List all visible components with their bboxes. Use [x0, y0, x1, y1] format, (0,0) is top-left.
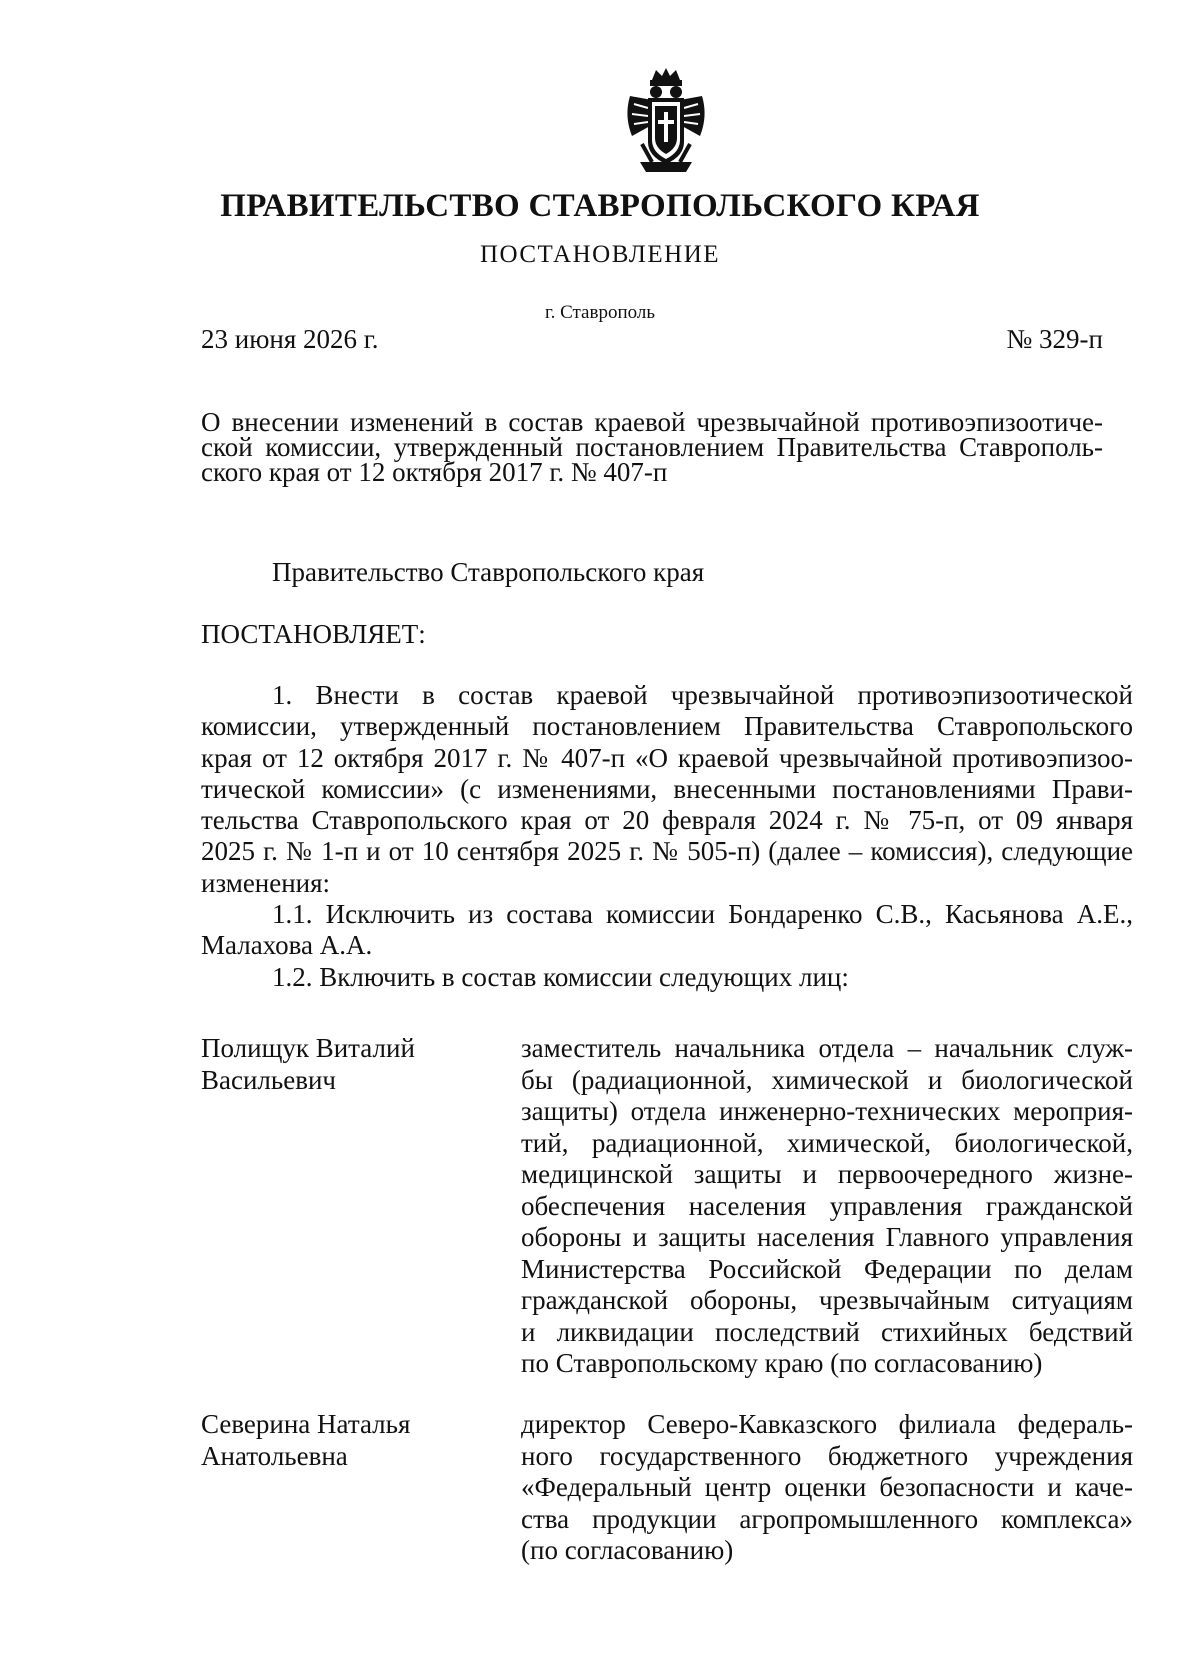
body-line: Малахова А.А. — [201, 930, 373, 961]
document-number: № 329-п — [1006, 324, 1103, 354]
body-line: изменения: — [201, 867, 331, 898]
member-name-line: Васильевич — [201, 1064, 336, 1095]
member-position-line: (по согласованию) — [521, 1535, 734, 1565]
subject-line: О внесении изменений в состав краевой чрезвычайной противоэпизоотиче- — [201, 407, 1103, 437]
member-position-line: гражданской обороны, чрезвычайным ситуациям — [521, 1285, 1133, 1315]
member-position-line: обеспечения населения управления гражданской — [521, 1190, 1133, 1221]
body-line: 2025 г. № 1-п и от 10 сентября 2025 г. № 505-п) (далее – комиссия), следующие — [201, 836, 1133, 867]
document-subject — [201, 407, 1103, 487]
preamble-resolves: ПОСТАНОВЛЯЕТ: — [201, 619, 426, 649]
member-position-line: бы (радиационной, химической и биологической — [521, 1064, 1133, 1095]
coat-of-arms-emblem — [622, 66, 710, 176]
member-position-line: и ликвидации последствий стихийных бедствий — [521, 1316, 1133, 1347]
member-position-line: ного государственного бюджетного учреждения — [521, 1440, 1133, 1471]
member-position-line: директор Северо-Кавказского филиала федераль- — [521, 1409, 1133, 1439]
government-title: ПРАВИТЕЛЬСТВО СТАВРОПОЛЬСКОГО КРАЯ — [220, 188, 980, 224]
member-name — [201, 1409, 501, 1472]
member-position — [521, 1409, 1133, 1567]
body-line: 1. Внести в состав краевой чрезвычайной противоэпизоотической — [272, 680, 1133, 710]
document-date: 23 июня 2026 г. — [201, 324, 379, 354]
member-name-line: Полищук Виталий — [201, 1033, 415, 1063]
member-position-line: обороны и защиты населения Главного управления — [521, 1222, 1133, 1252]
body-line: 1.1. Исключить из состава комиссии Бондаренко С.В., Касьянова А.Е., — [272, 899, 1133, 930]
member-position-line: заместитель начальника отдела – начальник служ- — [521, 1033, 1133, 1063]
document-type: ПОСТАНОВЛЕНИЕ — [479, 241, 721, 268]
resolution-body — [201, 680, 1133, 993]
member-position-line: «Федеральный центр оценки безопасности и каче- — [521, 1472, 1133, 1502]
member-position-line: защиты) отдела инженерно-технических мероприя- — [521, 1096, 1133, 1126]
member-name — [201, 1033, 501, 1096]
body-line: тической комиссии» (с изменениями, внесенными постановлениями Прави- — [201, 773, 1133, 804]
member-position-line: тий, радиационной, химической, биологической, — [521, 1127, 1133, 1158]
subject-line: ского края от 12 октября 2017 г. № 407-п — [201, 457, 668, 487]
member-name-line: Северина Наталья — [201, 1409, 411, 1439]
member-position-line: по Ставропольскому краю (по согласованию) — [521, 1348, 1043, 1378]
body-line: комиссии, утвержденный постановлением Правительства Ставропольского — [201, 711, 1133, 742]
member-position — [521, 1033, 1133, 1380]
member-position-line: Министерства Российской Федерации по делам — [521, 1253, 1133, 1284]
document-city: г. Ставрополь — [544, 302, 656, 323]
subject-line: ской комиссии, утвержденный постановлением Правительства Ставрополь- — [201, 432, 1103, 462]
body-line: тельства Ставропольского края от 20 февраля 2024 г. № 75-п, от 09 января — [201, 805, 1133, 836]
body-line: 1.2. Включить в состав комиссии следующих лиц: — [272, 961, 849, 992]
member-position-line: ства продукции агропромышленного комплекса» — [521, 1503, 1133, 1534]
member-position-line: медицинской защиты и первоочередного жизне- — [521, 1159, 1133, 1189]
member-name-line: Анатольевна — [201, 1440, 348, 1471]
body-line: края от 12 октября 2017 г. № 407-п «О краевой чрезвычайной противоэпизоо- — [201, 742, 1133, 773]
preamble-government: Правительство Ставропольского края — [272, 557, 705, 587]
